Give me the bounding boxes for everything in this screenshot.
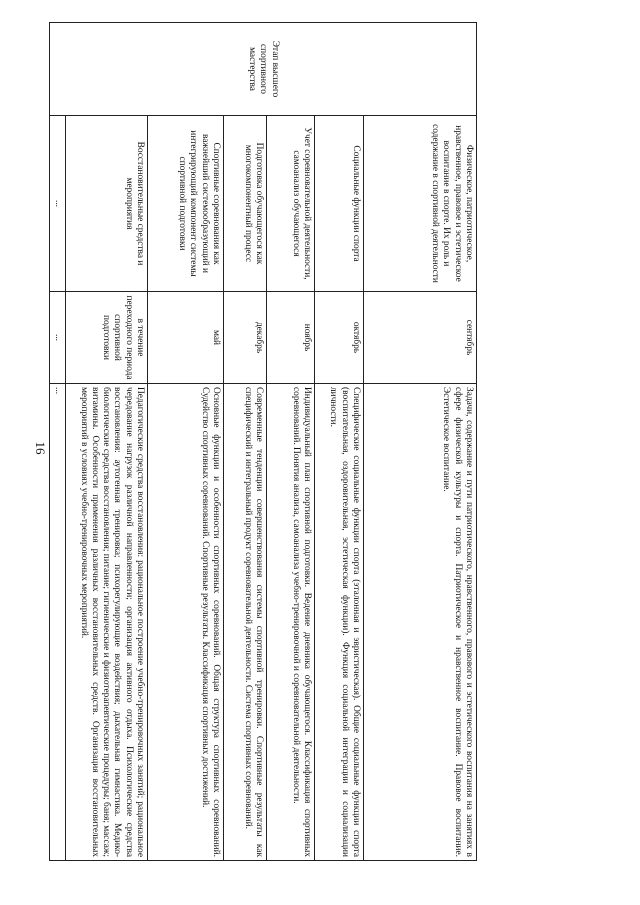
stage-label: Этап высшего спортивного мастерства xyxy=(247,40,280,98)
table-row xyxy=(364,23,477,861)
document-page xyxy=(53,22,477,860)
program-table xyxy=(49,22,477,861)
page-number: 16 xyxy=(33,441,48,455)
table-row xyxy=(148,23,224,861)
table-row xyxy=(66,23,148,861)
topic-cell: Учет соревновательной деятельности, самоанализ обучающегося xyxy=(267,116,315,292)
table-row xyxy=(267,23,315,861)
topic-cell: Восстановительные средства и мероприятия xyxy=(66,116,148,292)
table-row xyxy=(224,23,267,861)
content-cell: Специфические социальные функции спорта (эталонная и эвристическая). Общие социальные функции спорта (воспитательная, оздоровительная, эстетическая функции). Функция социальной интеграции и социализации личности. xyxy=(315,384,364,861)
content-cell: Индивидуальный план спортивной подготовки. Ведение дневника обучающегося. Классификация спортивных соревнований. Понятия анализа, самоанализа учебно-тренировочной и соревновательной деятельности. xyxy=(267,384,315,861)
topic-cell: ... xyxy=(49,116,65,292)
content-cell: Педагогические средства восстановления: рациональное построение учебно-тренировочных занятий; рациональное чередование нагрузок различной направленности; организация активного отдыха. Психологические средства восстановления: аутогенная тренировка; психорегулирующие воздействия; дыхательная гимнастика. Медико-биологические средства восстановления; питание; гигиенические и физиотерапевтические процедуры; баня; массаж; витамины. Особенности применения различных восстановительных средств. Организация восстановительных мероприятий в условиях учебно-тренировочных мероприятий. xyxy=(66,384,148,861)
content-cell: Задачи, содержание и пути патриотического, нравственного, правового и эстетического воспитания на занятиях в сфере физической культуры и спорта. Патриотическое и нравственное воспитание. Правовое воспитание. Эстетическое воспитание. xyxy=(364,384,477,861)
month-cell: декабрь xyxy=(224,292,267,384)
month-cell: май xyxy=(148,292,224,384)
rotated-table-area xyxy=(53,22,477,860)
table-row xyxy=(49,23,65,861)
month-cell: ... xyxy=(49,292,65,384)
month-cell: сентябрь xyxy=(364,292,477,384)
month-cell: ноябрь xyxy=(267,292,315,384)
stage-cell xyxy=(49,23,476,116)
table-row xyxy=(315,23,364,861)
month-cell: в течение переходного периода спортивной подготовки xyxy=(66,292,148,384)
content-cell: Основные функции и особенности спортивных соревнований. Общая структура спортивных соревнований. Судейство спортивных соревнований. Спортивные результаты. Классификация спортивных достижений. xyxy=(148,384,224,861)
topic-cell: Социальные функции спорта xyxy=(315,116,364,292)
topic-cell: Физическое, патриотическое, нравственное, правовое и эстетическое воспитание в спорте. Их роль и содержание в спортивной деятельности xyxy=(364,116,477,292)
topic-cell: Спортивные соревнования как важнейший системообразующий и интегрирующий компонент системы спортивной подготовки xyxy=(148,116,224,292)
content-cell: Современные тенденции совершенствования системы спортивной тренировки. Спортивные результаты как специфический и интегральный продукт соревновательной деятельности. Система спортивных соревнований. xyxy=(224,384,267,861)
content-cell: ... xyxy=(49,384,65,861)
topic-cell: Подготовка обучающегося как многокомпонентный процесс xyxy=(224,116,267,292)
month-cell: октябрь xyxy=(315,292,364,384)
